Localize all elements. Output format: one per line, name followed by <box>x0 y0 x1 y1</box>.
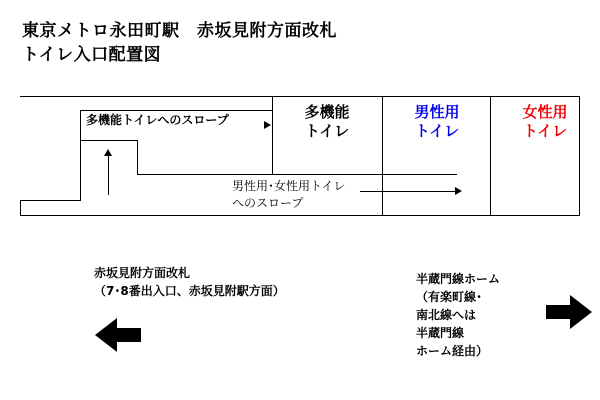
plan-divider-mens-left <box>382 96 383 216</box>
plan-slope-corridor-top <box>80 110 272 111</box>
caption-ticket-gate-line1: 赤坂見附方面改札 <box>94 266 191 280</box>
caption-hanzomon-line3: 南北線へは <box>416 308 477 322</box>
arrow-right-shaft <box>360 191 456 192</box>
arrow-up-shaft <box>108 155 109 195</box>
plan-wall-left-inner-vertical <box>80 140 81 201</box>
caption-hanzomon-line1: 半蔵門線ホーム <box>416 272 501 286</box>
page-title-line-1: 東京メトロ永田町駅 赤坂見附方面改札 <box>22 21 337 41</box>
caption-hanzomon-line2: （有楽町線･ <box>416 290 483 304</box>
plan-wall-left <box>20 200 21 216</box>
plan-wall-bottom <box>20 215 580 216</box>
room-multipurpose-toilet-line2: トイレ <box>304 121 350 140</box>
caption-hanzomon-line5: ホーム経由） <box>416 344 489 358</box>
slope-mens-womens-label-line2: へのスロープ <box>232 196 304 211</box>
room-multipurpose-toilet <box>282 103 372 141</box>
plan-wall-left-step <box>20 200 80 201</box>
plan-divider-womens-left <box>490 96 491 216</box>
caption-hanzomon-line4: 半蔵門線 <box>416 326 465 340</box>
room-womens-toilet-line1: 女性用 <box>522 103 568 121</box>
slope-mens-womens-label-line1: 男性用･女性用トイレ <box>232 179 346 193</box>
room-multipurpose-toilet-line1: 多機能 <box>304 103 350 121</box>
plan-corridor-top-left <box>80 140 137 141</box>
plan-corridor-bottom <box>137 174 457 175</box>
arrow-right-large-icon <box>546 295 592 329</box>
arrow-down-left-icon <box>90 307 147 364</box>
arrow-up-icon <box>104 149 112 156</box>
plan-divider-multipurpose-left <box>272 96 273 174</box>
room-mens-toilet <box>392 103 482 141</box>
caption-ticket-gate-line2: （7･8番出入口、赤坂見附駅方面） <box>94 284 285 298</box>
slope-multipurpose-label: 多機能トイレへのスロープ <box>86 113 229 127</box>
room-mens-toilet-line2: トイレ <box>414 121 460 140</box>
room-womens-toilet <box>500 103 590 141</box>
arrow-to-multipurpose-icon <box>264 121 271 129</box>
plan-corridor-vertical-mid <box>137 140 138 175</box>
page-title-line-2: トイレ入口配置図 <box>22 45 162 65</box>
arrow-to-mens-womens-icon <box>455 187 462 195</box>
caption-hanzomon-platform <box>416 270 500 360</box>
plan-slope-corridor-left-wall <box>80 110 81 140</box>
plan-wall-top <box>20 96 580 97</box>
slope-mens-womens-label <box>232 178 345 213</box>
room-womens-toilet-line2: トイレ <box>522 121 568 140</box>
caption-ticket-gate <box>94 264 285 300</box>
room-mens-toilet-line1: 男性用 <box>414 103 460 121</box>
